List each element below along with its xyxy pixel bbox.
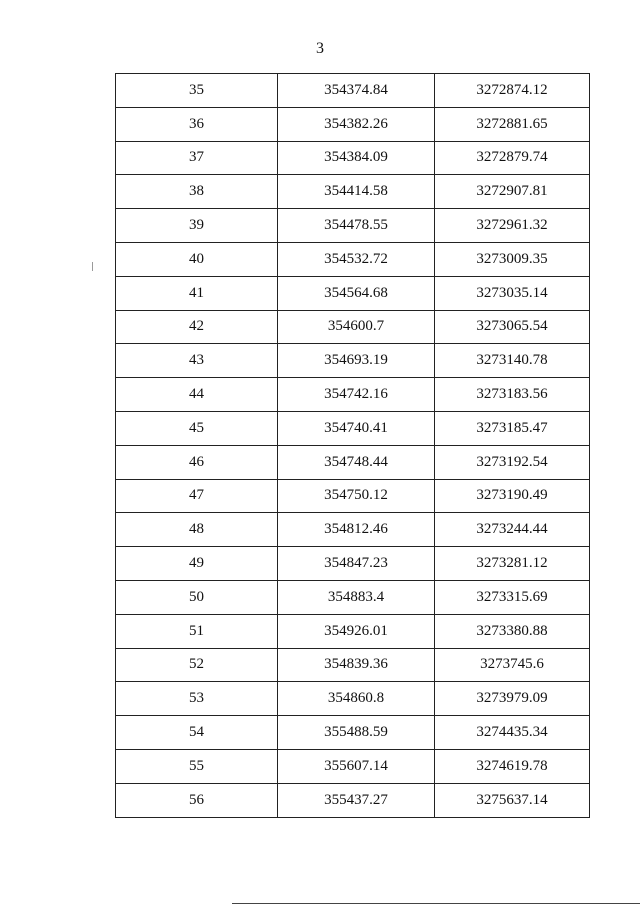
point-number-cell: 48 [116, 513, 278, 547]
y-coordinate-cell: 3273009.35 [435, 242, 590, 276]
point-number-cell: 39 [116, 209, 278, 243]
y-coordinate-cell: 3273065.54 [435, 310, 590, 344]
table-row [116, 513, 590, 547]
table-row [116, 175, 590, 209]
point-number-cell: 44 [116, 378, 278, 412]
x-coordinate-cell: 354750.12 [278, 479, 435, 513]
table-row [116, 378, 590, 412]
point-number-cell: 40 [116, 242, 278, 276]
x-coordinate-cell: 354693.19 [278, 344, 435, 378]
point-number-cell: 49 [116, 547, 278, 581]
point-number-cell: 55 [116, 749, 278, 783]
x-coordinate-cell: 354374.84 [278, 74, 435, 108]
y-coordinate-cell: 3273244.44 [435, 513, 590, 547]
point-number-cell: 52 [116, 648, 278, 682]
point-number-cell: 38 [116, 175, 278, 209]
y-coordinate-cell: 3273281.12 [435, 547, 590, 581]
table-row [116, 716, 590, 750]
point-number-cell: 56 [116, 783, 278, 817]
x-coordinate-cell: 354532.72 [278, 242, 435, 276]
point-number-cell: 50 [116, 580, 278, 614]
point-number-cell: 46 [116, 445, 278, 479]
y-coordinate-cell: 3273192.54 [435, 445, 590, 479]
table-row [116, 749, 590, 783]
x-coordinate-cell: 355437.27 [278, 783, 435, 817]
y-coordinate-cell: 3273380.88 [435, 614, 590, 648]
point-number-cell: 41 [116, 276, 278, 310]
y-coordinate-cell: 3272874.12 [435, 74, 590, 108]
point-number-cell: 45 [116, 411, 278, 445]
x-coordinate-cell: 354926.01 [278, 614, 435, 648]
y-coordinate-cell: 3273745.6 [435, 648, 590, 682]
y-coordinate-cell: 3273183.56 [435, 378, 590, 412]
y-coordinate-cell: 3273035.14 [435, 276, 590, 310]
x-coordinate-cell: 354860.8 [278, 682, 435, 716]
y-coordinate-cell: 3272881.65 [435, 107, 590, 141]
table-row [116, 107, 590, 141]
table-row [116, 445, 590, 479]
x-coordinate-cell: 354600.7 [278, 310, 435, 344]
y-coordinate-cell: 3273185.47 [435, 411, 590, 445]
x-coordinate-cell: 354847.23 [278, 547, 435, 581]
y-coordinate-cell: 3274619.78 [435, 749, 590, 783]
y-coordinate-cell: 3274435.34 [435, 716, 590, 750]
point-number-cell: 54 [116, 716, 278, 750]
x-coordinate-cell: 355607.14 [278, 749, 435, 783]
x-coordinate-cell: 355488.59 [278, 716, 435, 750]
x-coordinate-cell: 354812.46 [278, 513, 435, 547]
x-coordinate-cell: 354748.44 [278, 445, 435, 479]
x-coordinate-cell: 354839.36 [278, 648, 435, 682]
point-number-cell: 35 [116, 74, 278, 108]
x-coordinate-cell: 354883.4 [278, 580, 435, 614]
point-number-cell: 53 [116, 682, 278, 716]
y-coordinate-cell: 3272879.74 [435, 141, 590, 175]
y-coordinate-cell: 3272961.32 [435, 209, 590, 243]
x-coordinate-cell: 354384.09 [278, 141, 435, 175]
table-row [116, 209, 590, 243]
coordinate-table [115, 73, 590, 818]
y-coordinate-cell: 3273140.78 [435, 344, 590, 378]
point-number-cell: 37 [116, 141, 278, 175]
page-number: 3 [316, 40, 324, 57]
y-coordinate-cell: 3273979.09 [435, 682, 590, 716]
coordinate-table-body [116, 74, 590, 818]
table-row [116, 411, 590, 445]
table-row [116, 682, 590, 716]
y-coordinate-cell: 3273190.49 [435, 479, 590, 513]
table-row [116, 74, 590, 108]
x-coordinate-cell: 354740.41 [278, 411, 435, 445]
x-coordinate-cell: 354414.58 [278, 175, 435, 209]
point-number-cell: 36 [116, 107, 278, 141]
bottom-edge-rule [232, 903, 640, 904]
point-number-cell: 43 [116, 344, 278, 378]
table-row [116, 783, 590, 817]
table-row [116, 479, 590, 513]
table-row [116, 614, 590, 648]
y-coordinate-cell: 3275637.14 [435, 783, 590, 817]
scan-mark [92, 262, 93, 271]
table-row [116, 276, 590, 310]
table-row [116, 547, 590, 581]
x-coordinate-cell: 354742.16 [278, 378, 435, 412]
table-row [116, 242, 590, 276]
table-row [116, 648, 590, 682]
x-coordinate-cell: 354382.26 [278, 107, 435, 141]
x-coordinate-cell: 354564.68 [278, 276, 435, 310]
table-row [116, 580, 590, 614]
y-coordinate-cell: 3272907.81 [435, 175, 590, 209]
point-number-cell: 51 [116, 614, 278, 648]
x-coordinate-cell: 354478.55 [278, 209, 435, 243]
point-number-cell: 47 [116, 479, 278, 513]
table-row [116, 141, 590, 175]
point-number-cell: 42 [116, 310, 278, 344]
table-row [116, 344, 590, 378]
y-coordinate-cell: 3273315.69 [435, 580, 590, 614]
table-row [116, 310, 590, 344]
